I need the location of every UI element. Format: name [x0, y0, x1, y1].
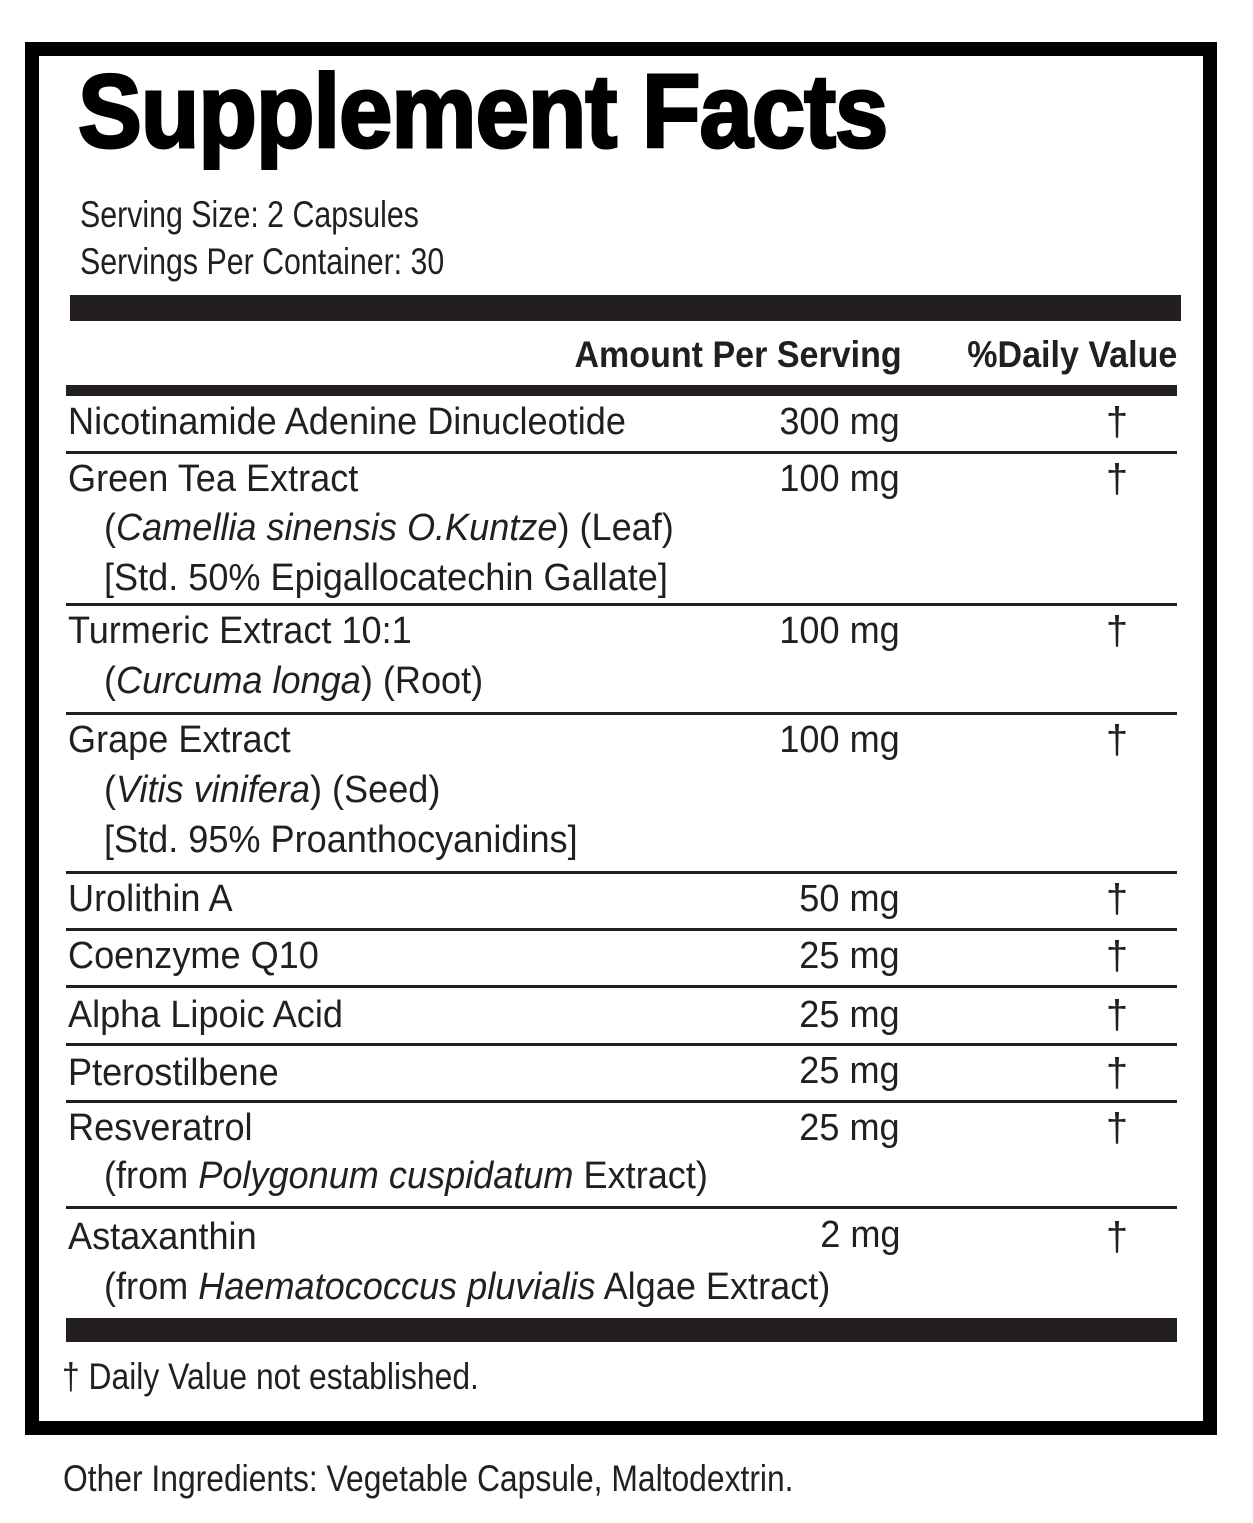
dagger-icon: † [1105, 1051, 1129, 1095]
dagger-icon: † [1105, 609, 1129, 653]
other-ingredients: Other Ingredients: Vegetable Capsule, Maltodextrin. [63, 1458, 794, 1499]
ingredient-name: Grape Extract [68, 719, 291, 761]
ingredient-name: Urolithin A [68, 878, 233, 920]
ingredient-amount: 100 mg [779, 458, 900, 500]
row-divider [66, 985, 1177, 988]
ingredient-source: (from Polygonum cuspidatum Extract) [104, 1155, 708, 1197]
ingredient-standardization: [Std. 50% Epigallocatechin Gallate] [104, 557, 668, 599]
row-divider [66, 1043, 1177, 1046]
ingredient-amount: 25 mg [799, 994, 900, 1036]
ingredient-source: (from Haematococcus pluvialis Algae Extract) [104, 1266, 831, 1308]
ingredient-name: Pterostilbene [68, 1052, 279, 1094]
header-divider [66, 385, 1177, 396]
dagger-icon: † [1105, 934, 1129, 978]
ingredient-name: Coenzyme Q10 [68, 935, 319, 977]
ingredient-source: (Camellia sinensis O.Kuntze) (Leaf) [104, 507, 674, 549]
dagger-icon: † [1105, 877, 1129, 921]
ingredient-name: Alpha Lipoic Acid [68, 994, 343, 1036]
ingredient-name: Green Tea Extract [68, 458, 359, 500]
thick-divider-bottom [66, 1318, 1177, 1342]
dagger-icon: † [1105, 400, 1129, 444]
footnote: † Daily Value not established. [62, 1356, 479, 1397]
dagger-icon: † [1105, 457, 1129, 501]
dagger-icon: † [1105, 1106, 1129, 1150]
ingredient-amount: 25 mg [799, 1107, 900, 1149]
ingredient-source: (Curcuma longa) (Root) [104, 660, 484, 702]
ingredient-amount: 50 mg [799, 878, 900, 920]
ingredient-amount: 25 mg [799, 1050, 900, 1092]
row-divider [66, 871, 1177, 874]
dagger-icon: † [1105, 718, 1129, 762]
dagger-icon: † [1105, 1215, 1129, 1259]
ingredient-name: Astaxanthin [68, 1216, 257, 1258]
label-title: Supplement Facts [78, 54, 888, 170]
thick-divider-top [70, 295, 1181, 321]
dagger-icon: † [1105, 993, 1129, 1037]
serving-size: Serving Size: 2 Capsules [80, 194, 419, 235]
ingredient-amount: 100 mg [779, 610, 900, 652]
row-divider [66, 1206, 1177, 1209]
ingredient-standardization: [Std. 95% Proanthocyanidins] [104, 819, 578, 861]
ingredient-amount: 25 mg [799, 935, 900, 977]
ingredient-name: Nicotinamide Adenine Dinucleotide [68, 401, 626, 443]
ingredient-name: Turmeric Extract 10:1 [68, 610, 412, 652]
header-daily-value: %Daily Value [966, 334, 1177, 375]
servings-per-container: Servings Per Container: 30 [80, 241, 445, 282]
ingredient-amount: 100 mg [779, 719, 900, 761]
header-amount-per-serving: Amount Per Serving [574, 334, 902, 375]
ingredient-name: Resveratrol [68, 1107, 253, 1149]
ingredient-source: (Vitis vinifera) (Seed) [104, 769, 441, 811]
ingredient-amount: 300 mg [779, 401, 900, 443]
ingredient-amount: 2 mg [819, 1214, 900, 1256]
